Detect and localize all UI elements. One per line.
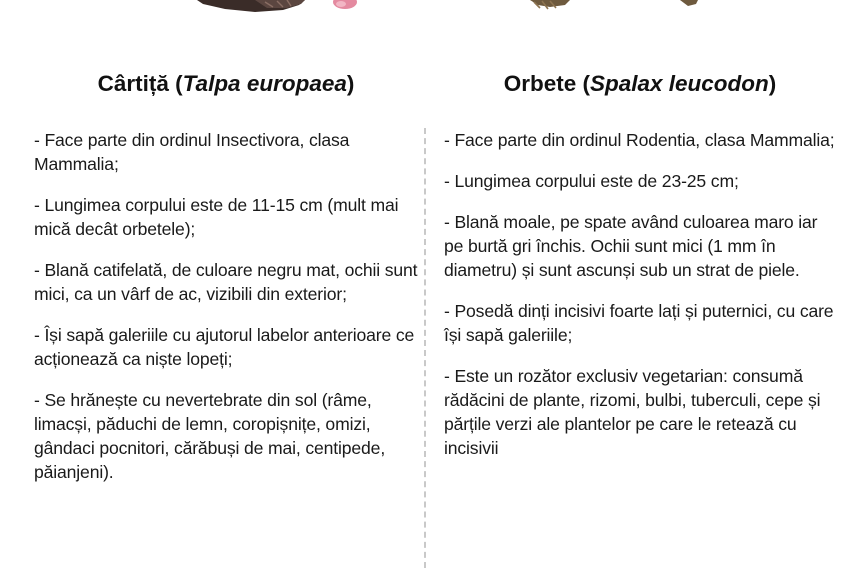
mole-rat-photo-icon [520,0,700,14]
mole-rat-facts-list [444,128,836,477]
column-divider [424,128,426,568]
mole-fact: - Lungimea corpului este de 11-15 cm (mult mai mică decât orbetele); [34,195,399,239]
mole-fact: - Se hrănește cu nevertebrate din sol (râme, limacși, păduchi de lemn, coropișnițe, omizi, gândaci pocnitori, cărăbuși de mai, centipede, păianjeni). [34,390,386,482]
mole-rat-fact: - Blană moale, pe spate având culoarea maro iar pe burtă gri închis. Ochii sunt mici (1 mm în diametru) și sunt ascunși sub un strat de piele. [444,212,818,280]
mole-fact: - Blană catifelată, de culoare negru mat, ochii sunt mici, ca un vârf de ac, vizibili din exterior; [34,260,418,304]
mole-rat-fact: - Lungimea corpului este de 23-25 cm; [444,171,739,191]
mole-rat-title: Orbete (Spalax leucodon) [503,71,777,96]
mole-rat-title-latin: Spalax leucodon [589,71,769,96]
mole-rat-fact: - Este un rozător exclusiv vegetarian: consumă rădăcini de plante, rizomi, bulbi, tuberculi, cepe și părțile verzi ale plantelor pe care le retează cu incisivii [444,366,821,458]
mole-photo-icon [195,0,365,14]
mole-title-common: Cârtiță [97,71,169,96]
mole-fact: - Își sapă galeriile cu ajutorul labelor anterioare ce acționează ca niște lopeți; [34,325,415,369]
mole-facts-list [34,128,418,501]
mole-rat-fact: - Face parte din ordinul Rodentia, clasa Mammalia; [444,130,835,150]
mole-rat-title-common: Orbete [503,71,577,96]
mole-title-latin: Talpa europaea [182,71,347,96]
mole-rat-fact: - Posedă dinți incisivi foarte lați și puternici, cu care își sapă galeriile; [444,301,834,345]
mole-title: Cârtiță (Talpa europaea) [97,71,355,96]
mole-fact: - Face parte din ordinul Insectivora, clasa Mammalia; [34,130,350,174]
